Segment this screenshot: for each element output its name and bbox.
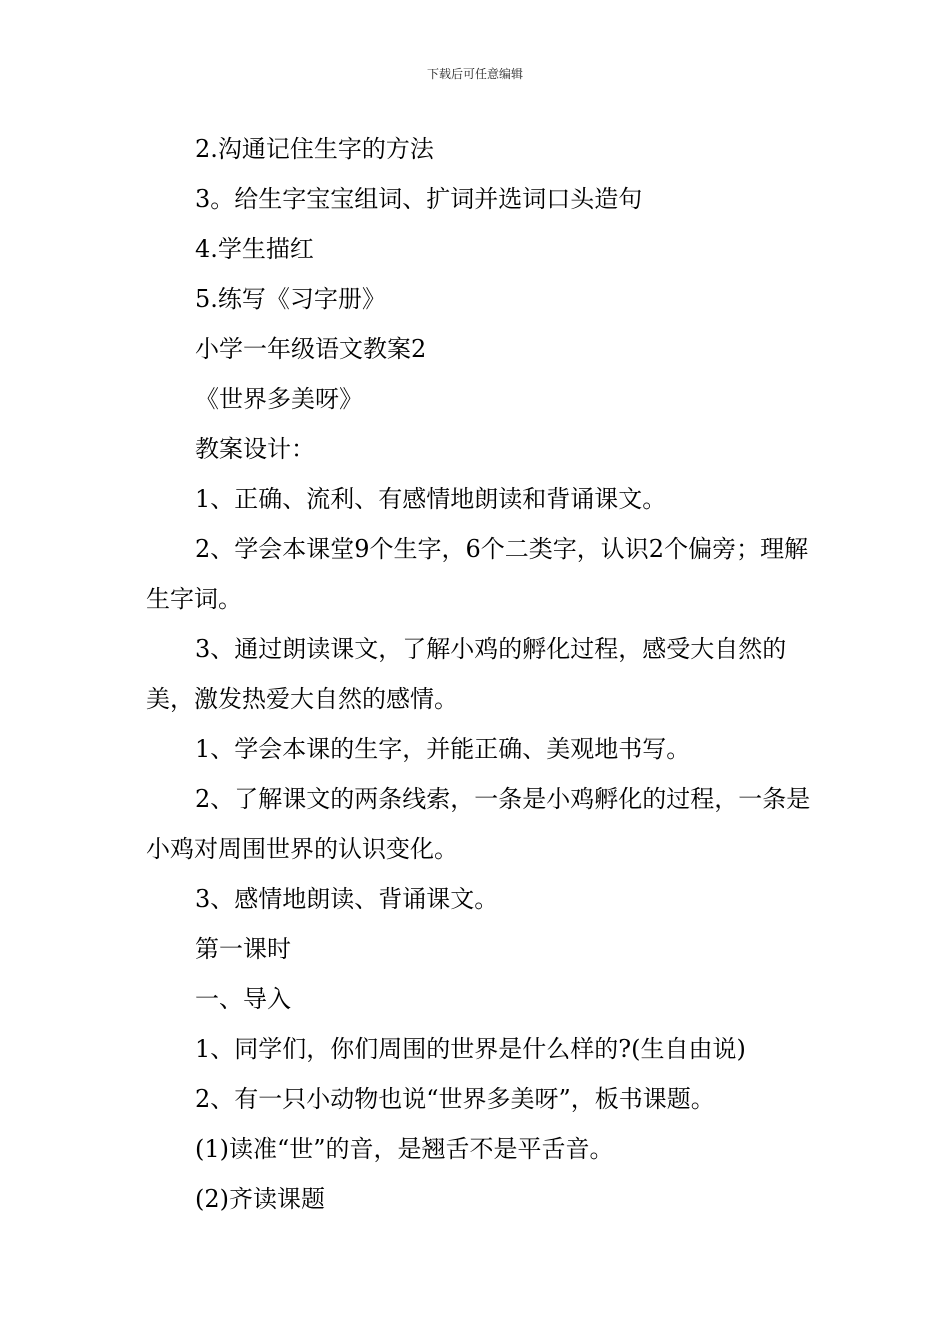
- document-body: [146, 124, 811, 1224]
- paragraph: 1、学会本课的生字，并能正确、美观地书写。: [195, 735, 691, 763]
- page-header-note: 下载后可任意编辑: [426, 67, 523, 81]
- paragraph: 3、通过朗读课文，了解小鸡的孵化过程，感受大自然的美，激发热爱大自然的感情。: [146, 635, 787, 713]
- paragraph: 1、正确、流利、有感情地朗读和背诵课文。: [195, 485, 667, 513]
- paragraph: 一、导入: [195, 985, 291, 1013]
- paragraph: 2、有一只小动物也说“世界多美呀”，板书课题。: [195, 1085, 715, 1113]
- paragraph: 2、学会本课堂9个生字，6个二类字，认识2个偏旁；理解生字词。: [146, 535, 809, 613]
- paragraph: 第一课时: [195, 935, 291, 963]
- paragraph: 4.学生描红: [195, 235, 314, 263]
- paragraph: 1、同学们，你们周围的世界是什么样的?(生自由说): [195, 1035, 746, 1063]
- paragraph: 2.沟通记住生字的方法: [195, 135, 434, 163]
- paragraph: 3。给生字宝宝组词、扩词并选词口头造句: [195, 185, 643, 213]
- section-title: 小学一年级语文教案2: [195, 335, 427, 363]
- paragraph: (2)齐读课题: [195, 1185, 325, 1213]
- paragraph: 5.练写《习字册》: [195, 285, 386, 313]
- paragraph: 教案设计：: [195, 435, 315, 463]
- lesson-title: 《世界多美呀》: [195, 385, 363, 413]
- paragraph: 2、了解课文的两条线索，一条是小鸡孵化的过程，一条是小鸡对周围世界的认识变化。: [146, 785, 811, 863]
- paragraph: 3、感情地朗读、背诵课文。: [195, 885, 499, 913]
- paragraph: (1)读准“世”的音，是翘舌不是平舌音。: [195, 1135, 614, 1163]
